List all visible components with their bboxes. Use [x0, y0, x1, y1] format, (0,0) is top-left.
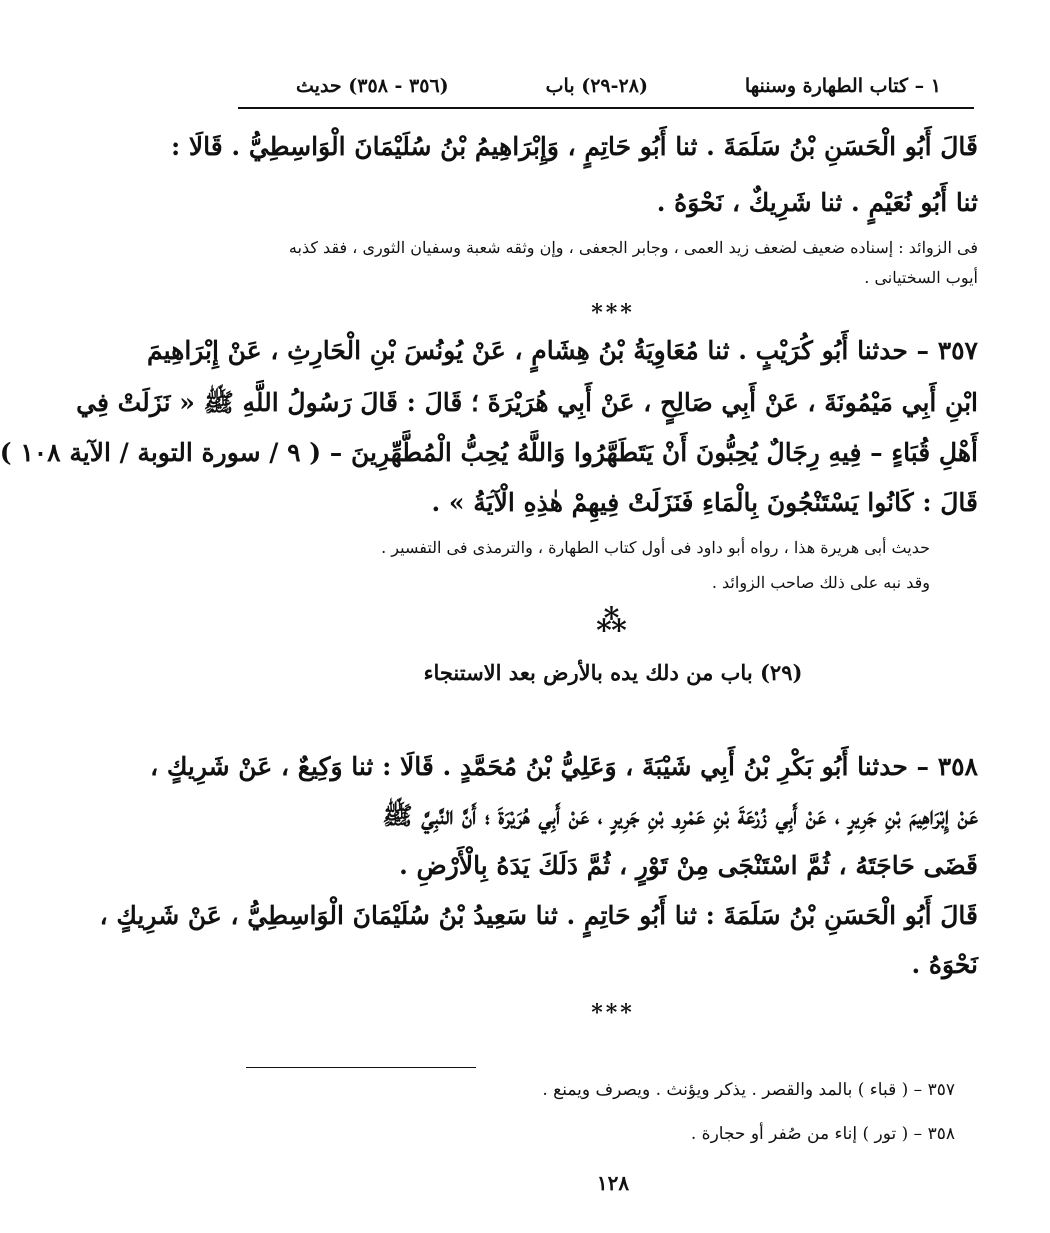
running-header: [296, 66, 941, 106]
hadith-357-line: قَالَ : كَانُوا يَسْتَنْجُونَ بِالْمَاءِ فَنَزَلَتْ فِيهِمْ هٰذِهِ الْآيَةُ » .: [431, 488, 978, 517]
header-chapter: ١ – كتاب الطهارة وسننها: [744, 75, 941, 97]
text-line: قَالَ أَبُو الْحَسَنِ بْنُ سَلَمَةَ . ثنا أَبُو حَاتِمٍ ، وَإِبْرَاهِيمُ بْنُ سُلَيْمَانَ الْوَاسِطِيُّ . قَالَا :: [170, 132, 978, 161]
header-hadith: (٣٥٦ - ٣٥٨) حديث: [296, 75, 449, 97]
hadith-357-line: أَهْلِ قُبَاءٍ – فِيهِ رِجَالٌ يُحِبُّونَ أَنْ يَتَطَهَّرُوا وَاللَّهُ يُحِبُّ الْمُطَّهِّرِينَ – ( ٩ / سورة التوبة / الآية ١٠٨ ): [0, 438, 978, 467]
chapter-title: (٢٩) باب من دلك يده بالأرض بعد الاستنجاء: [423, 660, 803, 685]
separator: ***: [591, 1000, 635, 1026]
hadith-358-line: نَحْوَهُ .: [911, 950, 978, 979]
zawaid-note: فى الزوائد : إسناده ضعيف لضعف زيد العمى ، وجابر الجعفى ، وإن وثقه شعبة وسفيان الثورى ، فقد كذبه: [288, 238, 978, 257]
footnote: ٣٥٨ – ( تور ) إناء من صُفر أو حجارة .: [690, 1124, 955, 1144]
zawaid-note: أيوب السختيانى .: [864, 268, 978, 287]
header-rule: [238, 107, 974, 109]
hadith-357-line: ابْنِ أَبِي مَيْمُونَةَ ، عَنْ أَبِي صَالِحٍ ، عَنْ أَبِي هُرَيْرَةَ ؛ قَالَ : قَالَ رَسُولُ اللَّهِ ﷺ « نَزَلَتْ فِي: [76, 388, 978, 417]
hadith-358-line: قَالَ أَبُو الْحَسَنِ بْنُ سَلَمَةَ : ثنا أَبُو حَاتِمٍ . ثنا سَعِيدُ بْنُ سُلَيْمَانَ الْوَاسِطِيُّ ، عَنْ شَرِيكٍ ،: [99, 901, 978, 930]
separator: ⁂: [596, 604, 630, 639]
footnote: ٣٥٧ – ( قباء ) بالمد والقصر . يذكر ويؤنث . ويصرف ويمنع .: [542, 1080, 955, 1100]
commentary-note: وقد نبه على ذلك صاحب الزوائد .: [711, 573, 930, 592]
text-line: ثنا أَبُو نُعَيْمٍ . ثنا شَرِيكٌ ، نَحْوَهُ .: [656, 188, 978, 217]
separator: ***: [591, 300, 635, 326]
hadith-357-line: ٣٥٧ – حدثنا أَبُو كُرَيْبٍ . ثنا مُعَاوِيَةُ بْنُ هِشَامٍ ، عَنْ يُونُسَ بْنِ الْحَارِثِ ، عَنْ إِبْرَاهِيمَ: [146, 336, 978, 365]
hadith-358-line: قَضَى حَاجَتَهُ ، ثُمَّ اسْتَنْجَى مِنْ تَوْرٍ ، ثُمَّ دَلَكَ يَدَهُ بِالْأَرْضِ .: [399, 851, 978, 880]
footnote-rule: [246, 1067, 476, 1068]
hadith-358-line: ٣٥٨ – حدثنا أَبُو بَكْرِ بْنُ أَبِي شَيْبَةَ ، وَعَلِيُّ بْنُ مُحَمَّدٍ . قَالَا : ثنا وَكِيعٌ ، عَنْ شَرِيكٍ ،: [150, 752, 978, 781]
commentary-note: حديث أبى هريرة هذا ، رواه أبو داود فى أول كتاب الطهارة ، والترمذى فى التفسير .: [381, 538, 930, 557]
page-number: ١٢٨: [596, 1171, 630, 1195]
hadith-358-line: عَنْ إِبْرَاهِيمَ بْنِ جَرِيرٍ ، عَنْ أَبِي زُرْعَةَ بْنِ عَمْرِو بْنِ جَرِيرٍ ، عَنْ أَبِي هُرَيْرَةَ ؛ أَنَّ النَّبِيَّ ﷺ: [382, 801, 978, 830]
header-bab: (٢٨-٢٩) باب: [545, 75, 648, 97]
